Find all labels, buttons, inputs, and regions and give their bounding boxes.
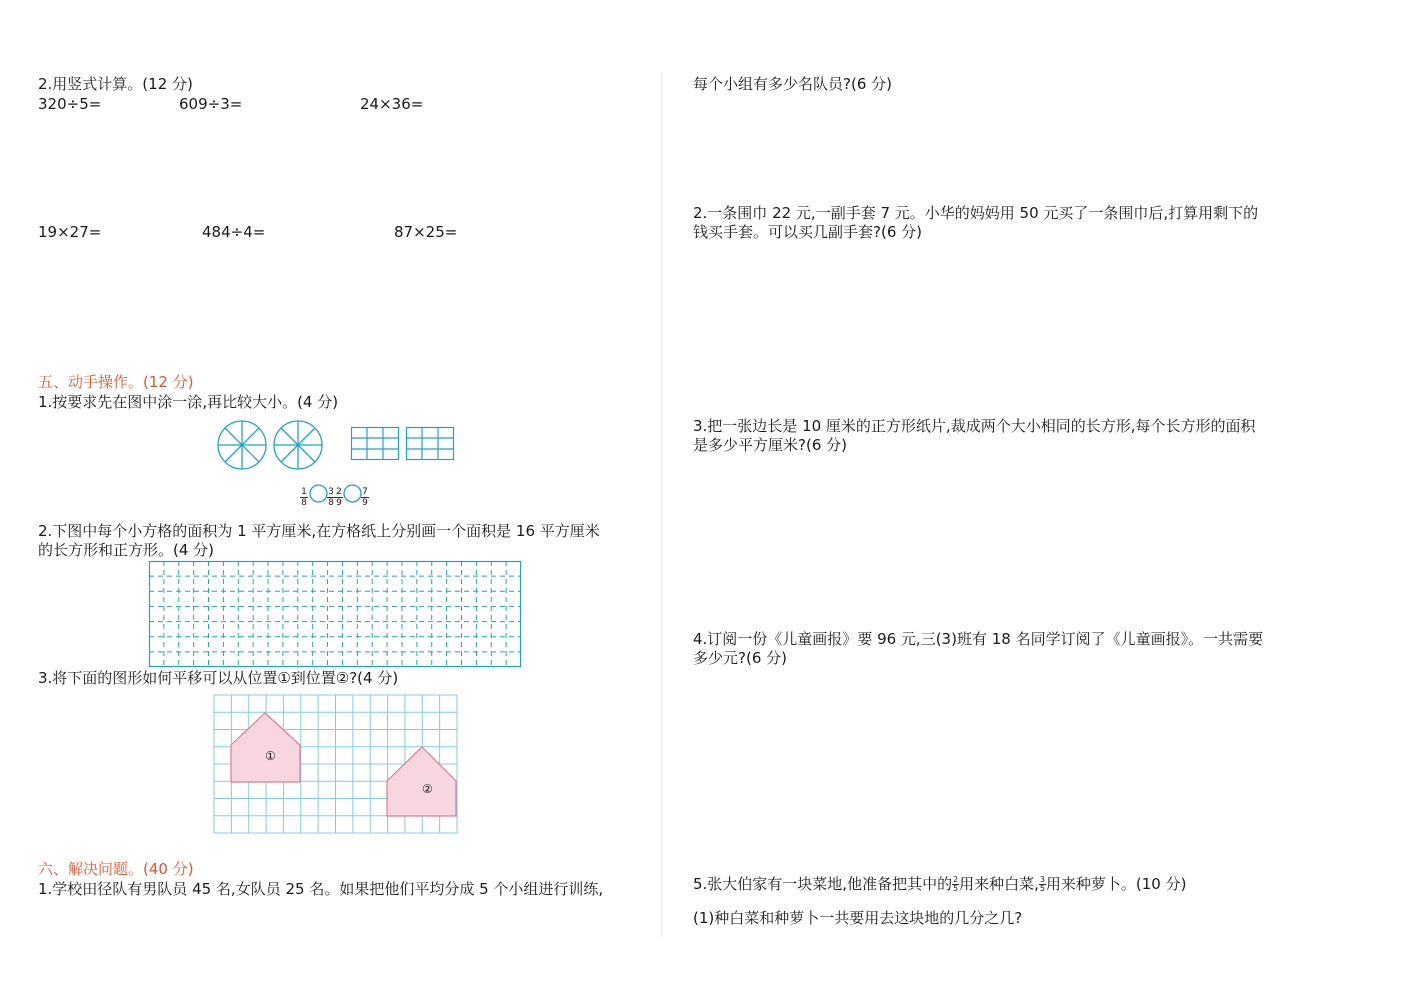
section-5-heading: 五、动手操作。(12 分): [38, 373, 194, 391]
grid-paper[interactable]: [149, 561, 521, 667]
fraction: $\frac{1}{8}$: [301, 487, 307, 508]
position-2-label: ②: [422, 782, 433, 796]
q2-title: 2.用竖式计算。(12 分): [38, 75, 193, 93]
calc-item: 24×36=: [360, 95, 424, 113]
q6-5-part-b: 用来种白菜,: [959, 875, 1039, 893]
q5-3-text: 3.将下面的图形如何平移可以从位置①到位置②?(4 分): [38, 669, 399, 687]
compare-circle-2[interactable]: [343, 484, 362, 503]
q6-4-line2: 多少元?(6 分): [693, 649, 787, 667]
circle-eighths-1: [217, 420, 267, 470]
translation-grid: [214, 695, 457, 833]
q5-2-line1: 2.下图中每个小方格的面积为 1 平方厘米,在方格纸上分别画一个面积是 16 平方厘米: [38, 522, 600, 540]
circle-eighths-2: [273, 420, 323, 470]
q6-2-line1: 2.一条围巾 22 元,一副手套 7 元。小华的妈妈用 50 元买了一条围巾后,打算用剩下的: [693, 204, 1259, 222]
q6-1-continued: 每个小组有多少名队员?(6 分): [693, 75, 892, 93]
calc-item: 19×27=: [38, 223, 102, 241]
q5-2-line2: 的长方形和正方形。(4 分): [38, 541, 215, 559]
fraction: $\frac{2}{9}$: [336, 487, 342, 508]
q6-5-text: [693, 875, 1186, 894]
position-1-label: ①: [265, 749, 276, 763]
compare-circle-1[interactable]: [309, 484, 328, 503]
calc-item: 484÷4=: [202, 223, 266, 241]
q6-3-line2: 是多少平方厘米?(6 分): [693, 436, 847, 454]
q6-2-line2: 钱买手套。可以买几副手套?(6 分): [693, 223, 922, 241]
q5-1-text: 1.按要求先在图中涂一涂,再比较大小。(4 分): [38, 393, 339, 411]
calc-item: 609÷3=: [179, 95, 243, 113]
calc-item: 320÷5=: [38, 95, 102, 113]
fraction: $\frac{7}{9}$: [362, 487, 368, 508]
section-6-heading: 六、解决问题。(40 分): [38, 860, 194, 878]
rect-ninths-1: [351, 427, 399, 460]
column-divider: [661, 72, 662, 937]
q6-4-line1: 4.订阅一份《儿童画报》要 96 元,三(3)班有 18 名同学订阅了《儿童画报》。一共需要: [693, 630, 1264, 648]
fraction: 2 5: [953, 875, 959, 893]
fraction: $\frac{3}{8}$: [328, 487, 334, 508]
q6-1-text: 1.学校田径队有男队员 45 名,女队员 25 名。如果把他们平均分成 5 个小组进行训练,: [38, 880, 604, 898]
q6-5-sub1: (1)种白菜和种萝卜一共要用去这块地的几分之几?: [693, 909, 1023, 927]
q6-5-part-a: 5.张大伯家有一块菜地,他准备把其中的: [693, 875, 953, 893]
rect-ninths-2: [406, 427, 454, 460]
fraction: 3 5: [1039, 875, 1045, 893]
q6-5-part-c: 用来种萝卜。(10 分): [1045, 875, 1187, 893]
q6-3-line1: 3.把一张边长是 10 厘米的正方形纸片,裁成两个大小相同的长方形,每个长方形的面积: [693, 417, 1256, 435]
calc-item: 87×25=: [394, 223, 458, 241]
house-shape-1: [231, 713, 300, 782]
